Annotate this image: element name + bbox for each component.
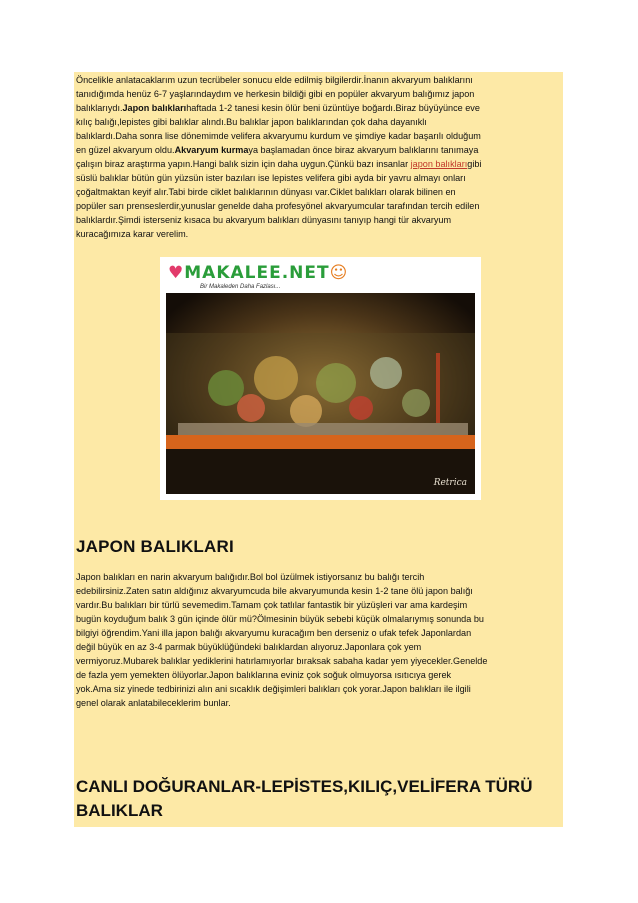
- bold-japon: Japon balıkları: [122, 103, 187, 113]
- intro-line-12: kuracağımıza karar verelim.: [76, 229, 189, 239]
- aquarium-illustration: [166, 293, 475, 494]
- intro-line-11: balıklardır.Şimdi isterseniz kısaca bu akvaryum balıkları dünyasını tanıyıp hangi tür akvaryum: [76, 215, 452, 225]
- intro-line-10: popüler sarı prenseslerdir,yunuslar genelde daha profesyönel akvaryumcular tarafından tercih edilen: [76, 201, 480, 211]
- intro-line-7: [76, 158, 561, 172]
- section-title-japon: JAPON BALIKLARI: [76, 537, 234, 556]
- intro-text: ya başlamadan önce biraz akvaryum balıklarını tanımaya: [248, 145, 479, 155]
- intro-line-4: kılıç balığı,lepistes gibi balıklar alındı.Bu balıklar japon balıklarından çok daha dayanıklı: [76, 117, 427, 127]
- aquarium-photo-frame: [160, 257, 481, 500]
- intro-line-3: [76, 102, 561, 116]
- image-section: [74, 254, 563, 527]
- intro-text: çalışın biraz araştırma yapın.Hangi balık sizin için daha uygun.Çünkü bazı insanlar: [76, 159, 409, 169]
- japon-line-3: vardır.Bu balıkları bir türlü sevemedim.Tamam çok tatlılar fantastik bir yüzüşleri var ama kardeşim: [76, 600, 468, 610]
- japon-baliklari-link[interactable]: japon balıkları: [410, 159, 468, 169]
- japon-line-4: bugün koyduğum balık 3 gün içinde ölür mü?Ölmesinin büyük sebebi küçük olmalarıymış sonunda bu: [76, 614, 484, 624]
- intro-line-9: çoğaltmaktan keyif alır.Tabi birde ciklet balıklarının dünyası var.Ciklet balıkları olarak bilinen en: [76, 187, 456, 197]
- japon-line-7: vermiyoruz.Mubarek balıklar yediklerini hatırlamıyorlar bıraksak sabaha kadar yem yiyecekler.Genelde: [76, 656, 488, 666]
- intro-text: gibi: [467, 159, 482, 169]
- intro-line-8: süslü balıklar bütün gün yüzsün ister bazıları ise lepistes velifera gibi ayda bir yavru almayı onları: [76, 173, 466, 183]
- intro-text: en güzel akvaryum oldu.: [76, 145, 175, 155]
- bold-akvaryum: Akvaryum kurma: [174, 145, 249, 155]
- intro-line-2: tanıdığımda henüz 6-7 yaşlarındaydım ve herkesin bildiği gibi en popüler akvaryum balığımız japon: [76, 89, 475, 99]
- aquarium-photo: [166, 293, 475, 494]
- intro-section: [74, 72, 563, 254]
- intro-line-6: [76, 144, 561, 158]
- intro-text: balıklarıydı.: [76, 103, 123, 113]
- japon-line-10: genel olarak anlatabileceklerim bunlar.: [76, 698, 231, 708]
- japon-line-6: değil büyük en az 3-4 parmak büyüklüğündeki balıklardan alıyoruz.Japonlara çok yem: [76, 642, 422, 652]
- site-logo: ♥MAKALEE.NET☺: [168, 263, 349, 283]
- japon-line-8: de fazla yem yemekten ölüyorlar.Japon balıklarına eviniz çok soğuk olmuyorsa ısıtıcıya gerek: [76, 670, 452, 680]
- japon-line-2: edebilirsiniz.Zaten satın aldığınız akvaryumcuda bile akvaryumunda kesin 1-2 tane ölü japon balığı: [76, 586, 473, 596]
- intro-text: haftada 1-2 tanesi kesin ölür beni üzüntüye boğardı.Biraz büyüyünce eve: [186, 103, 480, 113]
- section-title-canli-doguranlar: CANLI DOĞURANLAR-LEPİSTES,KILIÇ,VELİFERA TÜRÜ BALIKLAR: [76, 777, 533, 820]
- intro-line-5: balıklardı.Daha sonra lise dönemimde velifera akvaryumu kurdum ve şimdiye kadar başarılı olduğum: [76, 131, 481, 141]
- japon-line-5: bilgiyi öğrendim.Yani illa japon balığı akvaryumu kuracağım ben derseniz o ufak tefek Japonlardan: [76, 628, 472, 638]
- canli-doguranlar-section: [74, 763, 563, 827]
- intro-line-1: Öncelikle anlatacaklarım uzun tecrübeler sonucu elde edilmiş bilgilerdir.İnanın akvaryum balıklarını: [76, 75, 473, 85]
- japon-section: [74, 527, 563, 763]
- japon-line-9: yok.Ama siz yinede tedbirinizi alın ani sıcaklık değişimleri balıkları çok yorar.Japon balıkları ile ilgili: [76, 684, 471, 694]
- logo-tagline: Bir Makaleden Daha Fazlası...: [200, 284, 281, 290]
- retrica-watermark: Retrica: [433, 478, 467, 488]
- japon-line-1: Japon balıkları en narin akvaryum balığıdır.Bol bol üzülmek istiyorsanız bu balığı tercih: [76, 572, 425, 582]
